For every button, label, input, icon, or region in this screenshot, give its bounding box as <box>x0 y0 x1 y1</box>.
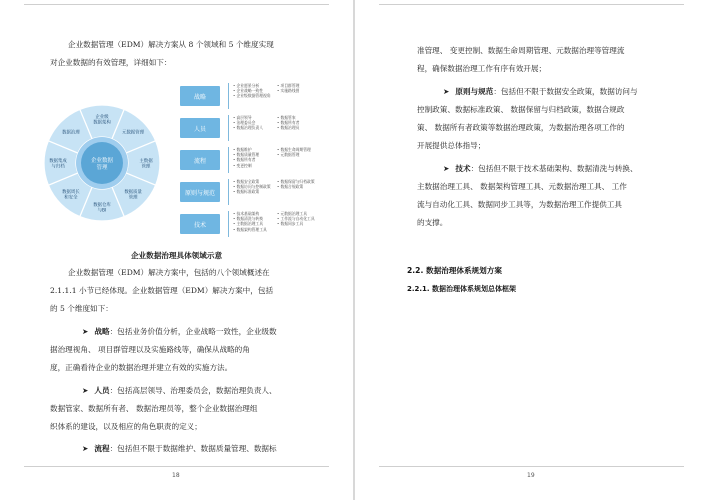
segment-label: 企业级数据架构 <box>93 114 111 126</box>
segment-label: 数据周长和安全 <box>62 189 80 201</box>
arrow-bullet-icon: ➤ <box>82 327 89 336</box>
category-details <box>228 147 322 173</box>
left-page <box>0 0 353 500</box>
b4-line-4: 开展提供总体指导； <box>417 141 486 150</box>
b5-line-2: 主数据治理工具、 数据架构管理工具、元数据治理工具、 工作 <box>417 182 627 191</box>
page-number: 19 <box>527 472 535 479</box>
center-label: 企业数据管理 <box>90 158 114 171</box>
category-box: 技术 <box>180 214 220 234</box>
detail-item: • 数据安全政策 <box>233 179 260 184</box>
detail-item: • 数据架构管理工具 <box>233 226 267 232</box>
b2-line-3: 织体系的建设，以及相应的角色职责的定义； <box>50 422 202 431</box>
category-details <box>228 211 322 237</box>
detail-item: • 数据所有者 <box>233 157 256 163</box>
right-page <box>355 0 707 500</box>
edm-domain-diagram <box>42 78 322 248</box>
bullet-text: ：包括业务价值分析，企业战略一致性，企业级数 <box>109 327 277 336</box>
details-column-2 <box>277 115 299 131</box>
details-column-2 <box>277 147 311 157</box>
p1-line-1: 企业数据管理（EDM）解决方案中，包括的八个领域概述在 <box>68 268 270 277</box>
detail-item: • 数据维护 <box>233 147 252 152</box>
detail-item: • 企业战略一致性 <box>233 88 264 94</box>
segment-label: 元数据管理 <box>122 130 145 136</box>
detail-item: • 工作流与自动化工具 <box>277 216 315 222</box>
category-details <box>228 115 322 141</box>
detail-item: • 企业愿景分析 <box>233 83 260 88</box>
detail-item: • 数据保留与归档政策 <box>277 179 315 184</box>
details-column-1 <box>233 83 271 99</box>
detail-item: • 技术基础架构 <box>233 211 260 216</box>
bullet-title: 技术 <box>455 164 471 173</box>
detail-item: • 项目群管理 <box>277 83 300 88</box>
header-rule <box>24 4 329 5</box>
details-column-2 <box>277 83 299 93</box>
bullet-strategy <box>82 323 277 342</box>
category-box: 战略 <box>180 86 220 106</box>
detail-item: • 数据标准政策 <box>233 189 260 195</box>
footer-rule <box>379 466 684 467</box>
p1-line-2: 2.1.1.1 小节已经体现。企业数据管理（EDM）解决方案中，包括 <box>50 286 274 295</box>
detail-item: • 数据同步工具 <box>277 221 304 227</box>
bullet-title: 原则与规范 <box>455 87 494 96</box>
segment-label: 数据治理 <box>62 130 80 136</box>
bullet-technology <box>443 160 638 179</box>
detail-item: • 企业级数据管理视角 <box>233 93 271 99</box>
detail-item: • 元数据治理工具 <box>277 211 308 216</box>
b5-line-4: 的支撑。 <box>417 218 448 227</box>
category-details <box>228 83 322 109</box>
section-heading: 2.2. 数据治理体系规划方案 <box>407 266 502 275</box>
details-column-1 <box>233 147 259 168</box>
category-box: 原则与规范 <box>180 182 220 202</box>
arrow-bullet-icon: ➤ <box>82 444 89 453</box>
detail-item: • 数据所有者 <box>277 120 300 126</box>
subsection-heading: 2.2.1. 数据治理体系规划总体框架 <box>407 285 517 293</box>
b1-line-2: 据治理视角、 项目群管理以及实施路线等，确保从战略的角 <box>50 345 250 354</box>
bullet-text: ：包括但不限于数据维护、数据质量管理、数据标 <box>109 444 277 453</box>
b4-line-3: 策、 数据所有者政策等数据治理政策，为数据治理各项工作的 <box>417 123 625 132</box>
bullet-title: 人员 <box>94 386 110 395</box>
category-box: 人员 <box>180 118 220 138</box>
bullet-text: ：包括但不限于数据安全政策，数据访问与 <box>493 87 638 96</box>
segment-label: 数据质量管理 <box>124 189 142 201</box>
category-details <box>228 179 322 205</box>
rp1-line-1: 准管理、 变更控制、数据生命周期管理、元数据治理等管理流 <box>417 46 625 55</box>
diagram-caption: 企业数据治理具体领域示意 <box>130 251 223 260</box>
details-column-1 <box>233 115 263 131</box>
detail-item: • 高层领导 <box>233 115 252 120</box>
bullet-text: ：包括但不限于技术基础架构、数据清洗与转换、 <box>470 164 638 173</box>
segment-label: 主数据管理 <box>139 158 153 170</box>
details-column-1 <box>233 179 271 195</box>
details-column-2 <box>277 211 315 227</box>
segment-label: 数据集成与归档 <box>49 158 67 170</box>
domain-wheel <box>42 78 182 248</box>
detail-item: • 数据治理负责人 <box>233 125 264 131</box>
arrow-bullet-icon: ➤ <box>443 87 450 96</box>
rp1-line-2: 程，确保数据治理工作有序有效开展； <box>417 64 547 73</box>
arrow-bullet-icon: ➤ <box>443 164 450 173</box>
bullet-title: 战略 <box>94 327 110 336</box>
detail-item: • 实施路线图 <box>277 88 300 94</box>
detail-item: • 数据生命周期管理 <box>277 147 311 152</box>
header-rule <box>379 4 684 5</box>
page-number: 18 <box>172 472 180 479</box>
arrow-bullet-icon: ➤ <box>82 386 89 395</box>
detail-item: • 数据合规政策 <box>277 184 304 190</box>
p1-line-3: 的 5 个维度如下： <box>50 304 113 313</box>
details-column-1 <box>233 211 267 232</box>
bullet-title: 流程 <box>94 444 110 453</box>
footer-rule <box>24 466 329 467</box>
bullet-text: ：包括高层领导、治理委员会，数据治理负责人、 <box>109 386 277 395</box>
detail-item: • 主数据治理工具 <box>233 221 264 227</box>
detail-item: • 数据清洗与转换 <box>233 216 264 222</box>
intro-line-1: 企业数据管理（EDM）解决方案从 8 个领域和 5 个维度实现 <box>68 40 274 49</box>
detail-item: • 数据访问与控制政策 <box>233 184 271 190</box>
details-column-2 <box>277 179 315 189</box>
bullet-process <box>82 440 277 459</box>
detail-item: • 数据管家 <box>277 115 296 120</box>
b4-line-2: 控制政策、数据标准政策、 数据保留与归档政策，数据合规政 <box>417 105 625 114</box>
b5-line-3: 流与自动化工具、数据同步工具等，为数据治理工作提供工具 <box>417 200 623 209</box>
b1-line-3: 度，正确看待企业的数据治理并建立有效的实施方法。 <box>50 363 233 372</box>
bullet-principles <box>443 83 638 102</box>
detail-item: • 数据质量管理 <box>233 152 260 158</box>
detail-item: • 变更控制 <box>233 162 252 168</box>
bullet-people <box>82 382 277 401</box>
detail-item: • 数据治理员 <box>277 125 300 131</box>
category-box: 流程 <box>180 150 220 170</box>
detail-item: • 治理委员会 <box>233 120 256 126</box>
intro-line-2: 对企业数据的有效管理，详细如下： <box>50 58 172 67</box>
b2-line-2: 数据管家、数据所有者、 数据治理员等，整个企业数据治理组 <box>50 404 258 413</box>
detail-item: • 元数据管理 <box>277 152 300 158</box>
segment-label: 数据仓库与BI <box>93 202 111 214</box>
